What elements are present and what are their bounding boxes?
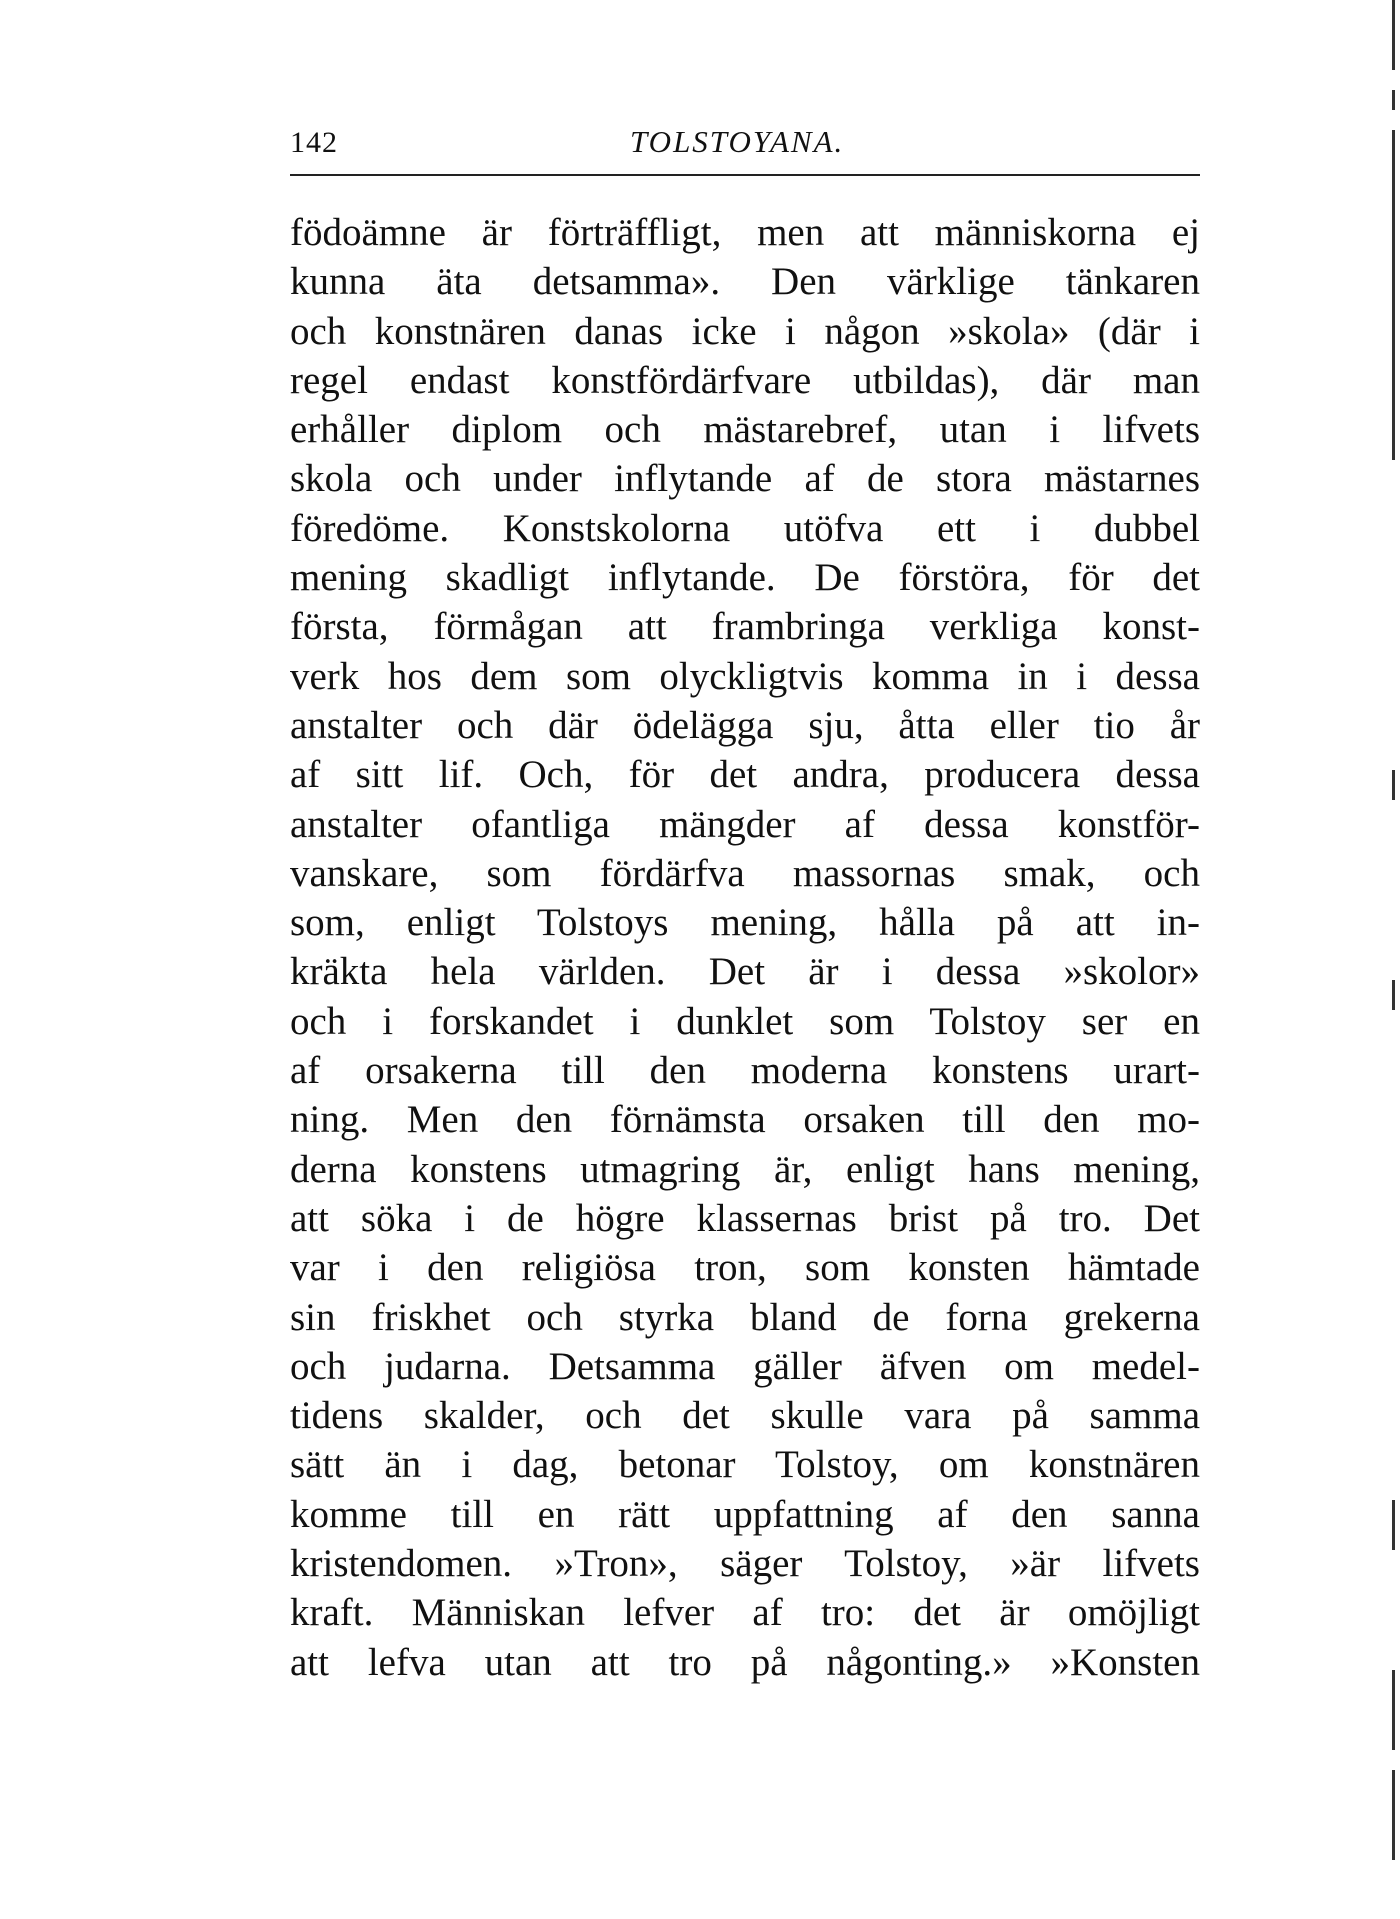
scan-edge-mark xyxy=(1392,90,1395,110)
text-line: af sitt lif. Och, för det andra, producera dessa xyxy=(290,753,1200,797)
text-line: och konstnären danas icke i någon »skola» (där i xyxy=(290,309,1200,353)
text-line: ning. Men den förnämsta orsaken till den mo- xyxy=(290,1098,1200,1142)
text-line: vanskare, som fördärfva massornas smak, och xyxy=(290,851,1200,895)
text-line: anstalter ofantliga mängder af dessa konstför- xyxy=(290,802,1200,846)
text-line: verk hos dem som olyckligtvis komma in i dessa xyxy=(290,654,1200,698)
scan-edge-mark xyxy=(1392,1500,1395,1550)
scan-edge-mark xyxy=(1392,130,1395,460)
text-line: kräkta hela världen. Det är i dessa »skolor» xyxy=(290,950,1200,994)
text-line: derna konstens utmagring är, enligt hans mening, xyxy=(290,1147,1200,1191)
scan-edge-mark xyxy=(1392,1670,1395,1750)
text-line: skola och under inflytande af de stora mästarnes xyxy=(290,457,1200,501)
body-text xyxy=(290,208,1200,1687)
text-line: kunna äta detsamma». Den värklige tänkaren xyxy=(290,260,1200,304)
text-line: kraft. Människan lefver af tro: det är omöjligt xyxy=(290,1591,1200,1635)
text-line: och i forskandet i dunklet som Tolstoy ser en xyxy=(290,999,1200,1043)
text-line: tidens skalder, och det skulle vara på samma xyxy=(290,1394,1200,1438)
text-line: födoämne är förträffligt, men att människorna ej xyxy=(290,211,1200,254)
text-line: som, enligt Tolstoys mening, hålla på att in- xyxy=(290,901,1200,945)
text-line: komme till en rätt uppfattning af den sanna xyxy=(290,1492,1200,1536)
text-line: mening skadligt inflytande. De förstöra, för det xyxy=(290,556,1200,600)
scan-edge-mark xyxy=(1392,1770,1395,1860)
text-line: sätt än i dag, betonar Tolstoy, om konstnären xyxy=(290,1443,1200,1487)
text-line: regel endast konstfördärfvare utbildas), där man xyxy=(290,358,1200,402)
scan-edge-mark xyxy=(1392,0,1395,70)
text-line: af orsakerna till den moderna konstens urart- xyxy=(290,1049,1200,1093)
running-title: TOLSTOYANA. xyxy=(630,124,845,159)
text-line: kristendomen. »Tron», säger Tolstoy, »är lifvets xyxy=(290,1542,1200,1586)
text-line: föredöme. Konstskolorna utöfva ett i dubbel xyxy=(290,506,1200,550)
text-line: att lefva utan att tro på någonting.» »Konsten xyxy=(290,1640,1200,1684)
text-line: första, förmågan att frambringa verkliga konst- xyxy=(290,605,1200,649)
scan-edge-mark xyxy=(1392,770,1395,800)
text-line: sin friskhet och styrka bland de forna grekerna xyxy=(290,1295,1200,1339)
text-line: att söka i de högre klassernas brist på tro. Det xyxy=(290,1196,1200,1240)
scan-edge-mark xyxy=(1392,980,1395,1010)
text-line: och judarna. Detsamma gäller äfven om medel- xyxy=(290,1344,1200,1388)
header-rule xyxy=(290,174,1200,176)
page-number: 142 xyxy=(290,126,338,159)
running-header xyxy=(290,122,1200,170)
text-line: anstalter och där ödelägga sju, åtta eller tio år xyxy=(290,703,1200,747)
text-line: var i den religiösa tron, som konsten hämtade xyxy=(290,1246,1200,1290)
text-line: erhåller diplom och mästarebref, utan i lifvets xyxy=(290,408,1200,452)
